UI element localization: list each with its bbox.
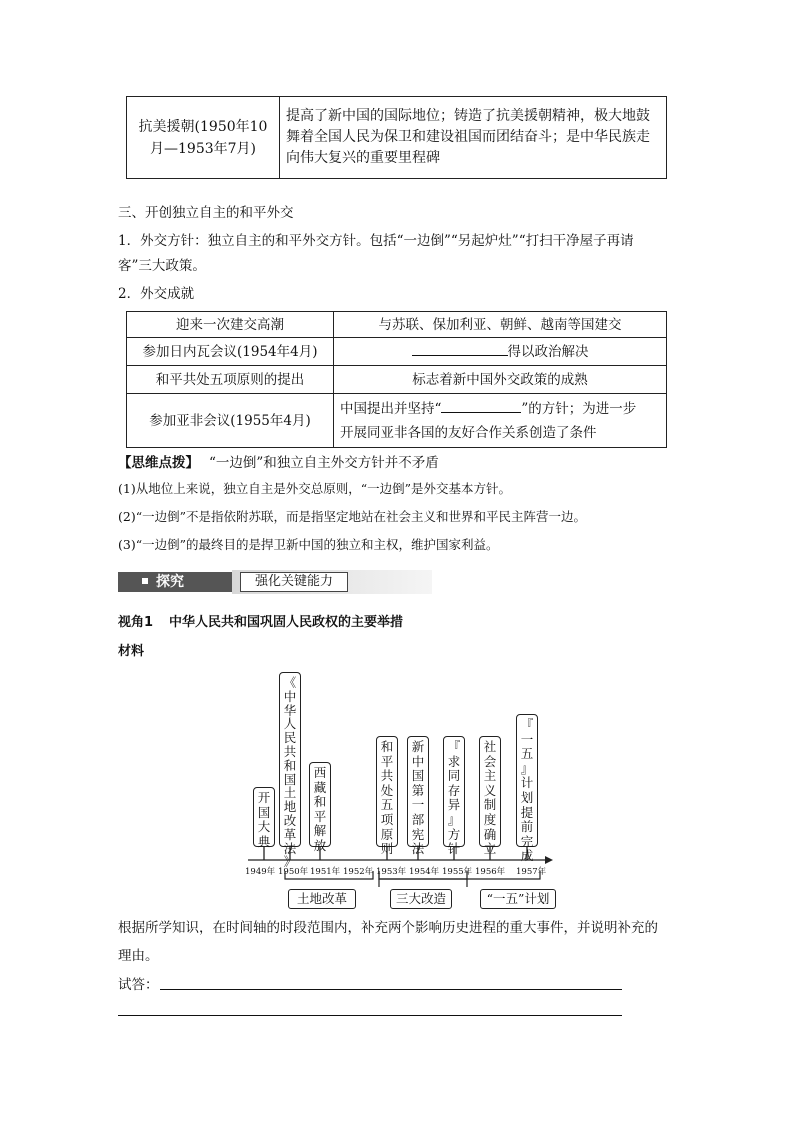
- table-cell: 参加亚非会议(1955年4月): [127, 394, 334, 448]
- year-tick: 1951年: [310, 867, 341, 877]
- year-tick: 1953年: [376, 867, 407, 877]
- question-text: 根据所学知识，在时间轴的时段范围内，补充两个影响历史进程的重大事件，并说明补充的: [118, 920, 658, 936]
- event-box: 和 平 共 处 五 项 原 则: [376, 736, 398, 847]
- fill-blank[interactable]: [412, 341, 508, 356]
- section-heading: 三、开创独立自主的和平外交: [118, 205, 294, 221]
- thinking-tip-heading: 【思维点拨】 “一边倒”和独立自主外交方针并不矛盾: [118, 455, 439, 471]
- angle-heading: 视角1 中华人民共和国巩固人民政权的主要举措: [118, 615, 404, 630]
- table-cell: 标志着新中国外交政策的成熟: [334, 366, 667, 394]
- policy-text: 1．外交方针：独立自主的和平外交方针。包括“一边倒”“另起炉灶”“打扫干净屋子再请: [118, 233, 634, 249]
- year-tick: 1954年: [409, 867, 440, 877]
- table-diplomacy: [126, 311, 667, 448]
- thinking-tip-1: (1)从地位上来说，独立自主是外交总原则，“一边倒”是外交基本方针。: [118, 481, 511, 496]
- question-text-cont: 理由。: [118, 948, 159, 964]
- table-cell: 和平共处五项原则的提出: [127, 366, 334, 394]
- table-cell: 中国提出并坚持“ ”的方针；为进一步 开展同亚非各国的友好合作关系创造了条件: [334, 394, 667, 448]
- year-tick: 1950年: [278, 867, 309, 877]
- square-bullet-icon: [142, 578, 148, 584]
- table-cell: 迎来一次建交高潮: [127, 312, 334, 338]
- policy-text-cont: 客”三大政策。: [118, 258, 206, 274]
- table-cell: 参加日内瓦会议(1954年4月): [127, 338, 334, 366]
- material-label: 材料: [118, 644, 145, 659]
- table-cell: 得以政治解决: [334, 338, 667, 366]
- thinking-tip-2: (2)“一边倒”不是指依附苏联，而是指坚定地站在社会主义和世界和平民主阵营一边。: [118, 509, 586, 524]
- year-tick: 1952年: [343, 867, 374, 877]
- table-cell: 与苏联、保加利亚、朝鲜、越南等国建交: [334, 312, 667, 338]
- event-box: 社 会 主 义 制 度 确 立: [479, 736, 501, 847]
- table-cell-left: 抗美援朝(1950年10月—1953年7月): [127, 97, 280, 179]
- year-tick: 1955年: [442, 867, 473, 877]
- answer-line-1[interactable]: [160, 989, 622, 990]
- event-box: 『 一 五 』 计 划 提 前 完 成: [516, 714, 538, 847]
- year-tick: 1957年: [516, 867, 547, 877]
- event-box: 《 中 华 人 民 共 和 国 土 地 改 革 法 》: [279, 672, 301, 847]
- event-box: 新 中 国 第 一 部 宪 法: [407, 736, 429, 847]
- year-tick: 1956年: [475, 867, 506, 877]
- period-box: 三大改造: [390, 889, 452, 909]
- table-cell-right: 提高了新中国的国际地位；铸造了抗美援朝精神，极大地鼓舞着全国人民为保卫和建设祖国而团结奋斗；是中华民族走向伟大复兴的重要里程碑: [280, 97, 667, 179]
- answer-label: 试答：: [118, 977, 159, 993]
- period-box: 土地改革: [288, 889, 356, 909]
- timeline-figure: [240, 665, 560, 910]
- period-box: “一五”计划: [480, 889, 556, 909]
- achievements-heading: 2．外交成就: [118, 286, 195, 302]
- section-banner: 探究 强化关键能力: [118, 570, 430, 596]
- thinking-tip-3: (3)“一边倒”的最终目的是捍卫新中国的独立和主权，维护国家利益。: [118, 537, 499, 552]
- answer-line-2[interactable]: [118, 1015, 622, 1016]
- table-kangmei: [126, 96, 667, 179]
- event-box: 西 藏 和 平 解 放: [309, 762, 331, 847]
- event-box: 开 国 大 典: [253, 787, 275, 847]
- event-box: 『 求 同 存 异 』 方 针: [443, 736, 465, 847]
- fill-blank[interactable]: [441, 398, 521, 413]
- year-tick: 1949年: [245, 867, 276, 877]
- banner-subtitle: 强化关键能力: [240, 572, 348, 592]
